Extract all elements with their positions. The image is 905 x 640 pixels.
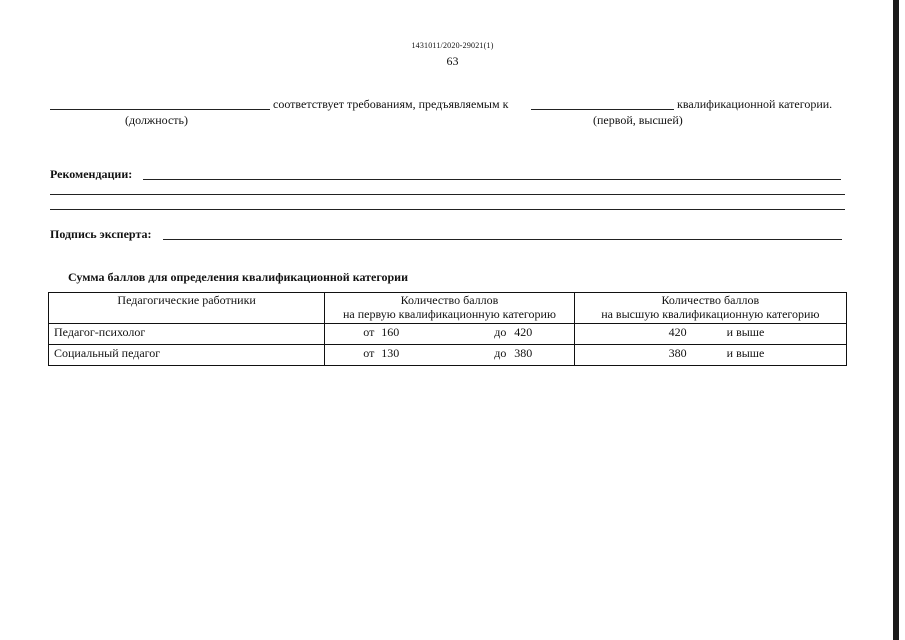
table-row bbox=[49, 324, 847, 345]
header-first-line2: на первую квалификационную категорию bbox=[342, 307, 556, 321]
recommendations-line-3 bbox=[50, 209, 845, 210]
position-hint: (должность) bbox=[125, 113, 188, 127]
header-first-category bbox=[325, 293, 574, 324]
first-category-range bbox=[325, 324, 574, 345]
to-label: до bbox=[494, 325, 507, 339]
conformity-suffix: квалификационной категории. bbox=[677, 97, 833, 111]
row-name: Педагог-психолог bbox=[49, 324, 325, 345]
category-hint: (первой, высшей) bbox=[593, 113, 683, 127]
header-first-line1: Количество баллов bbox=[400, 293, 499, 307]
to-value: 420 bbox=[514, 325, 533, 339]
position-blank-line bbox=[50, 109, 270, 110]
to-label: до bbox=[494, 346, 507, 360]
highest-value: 420 bbox=[668, 325, 687, 339]
header-highest-category bbox=[574, 293, 846, 324]
scan-edge-bar bbox=[893, 0, 899, 640]
highest-value: 380 bbox=[668, 346, 687, 360]
header-highest-line2: на высшую квалификационную категорию bbox=[601, 307, 820, 321]
conformity-text: соответствует требованиям, предъявляемым к bbox=[273, 97, 509, 111]
scores-table-title: Сумма баллов для определения квалификационной категории bbox=[68, 270, 409, 284]
highest-suffix: и выше bbox=[726, 325, 765, 339]
signature-line bbox=[163, 239, 842, 240]
highest-category-range bbox=[574, 345, 846, 366]
recommendations-label: Рекомендации: bbox=[50, 167, 133, 181]
category-blank-line bbox=[531, 109, 674, 110]
recommendations-line-2 bbox=[50, 194, 845, 195]
recommendations-line-1 bbox=[143, 179, 841, 180]
highest-suffix: и выше bbox=[726, 346, 765, 360]
signature-label: Подпись эксперта: bbox=[50, 227, 152, 241]
from-label: от bbox=[363, 346, 375, 360]
header-workers: Педагогические работники bbox=[49, 293, 325, 324]
table-row bbox=[49, 345, 847, 366]
row-name: Социальный педагог bbox=[49, 345, 325, 366]
to-value: 380 bbox=[514, 346, 533, 360]
highest-category-range bbox=[574, 324, 846, 345]
table-header-row bbox=[49, 293, 847, 324]
from-value: 130 bbox=[381, 346, 400, 360]
scores-table bbox=[48, 292, 847, 366]
from-label: от bbox=[363, 325, 375, 339]
first-category-range bbox=[325, 345, 574, 366]
from-value: 160 bbox=[381, 325, 400, 339]
header-highest-line1: Количество баллов bbox=[661, 293, 760, 307]
page-number: 63 bbox=[446, 54, 459, 68]
document-number: 1431011/2020-29021(1) bbox=[411, 41, 494, 50]
